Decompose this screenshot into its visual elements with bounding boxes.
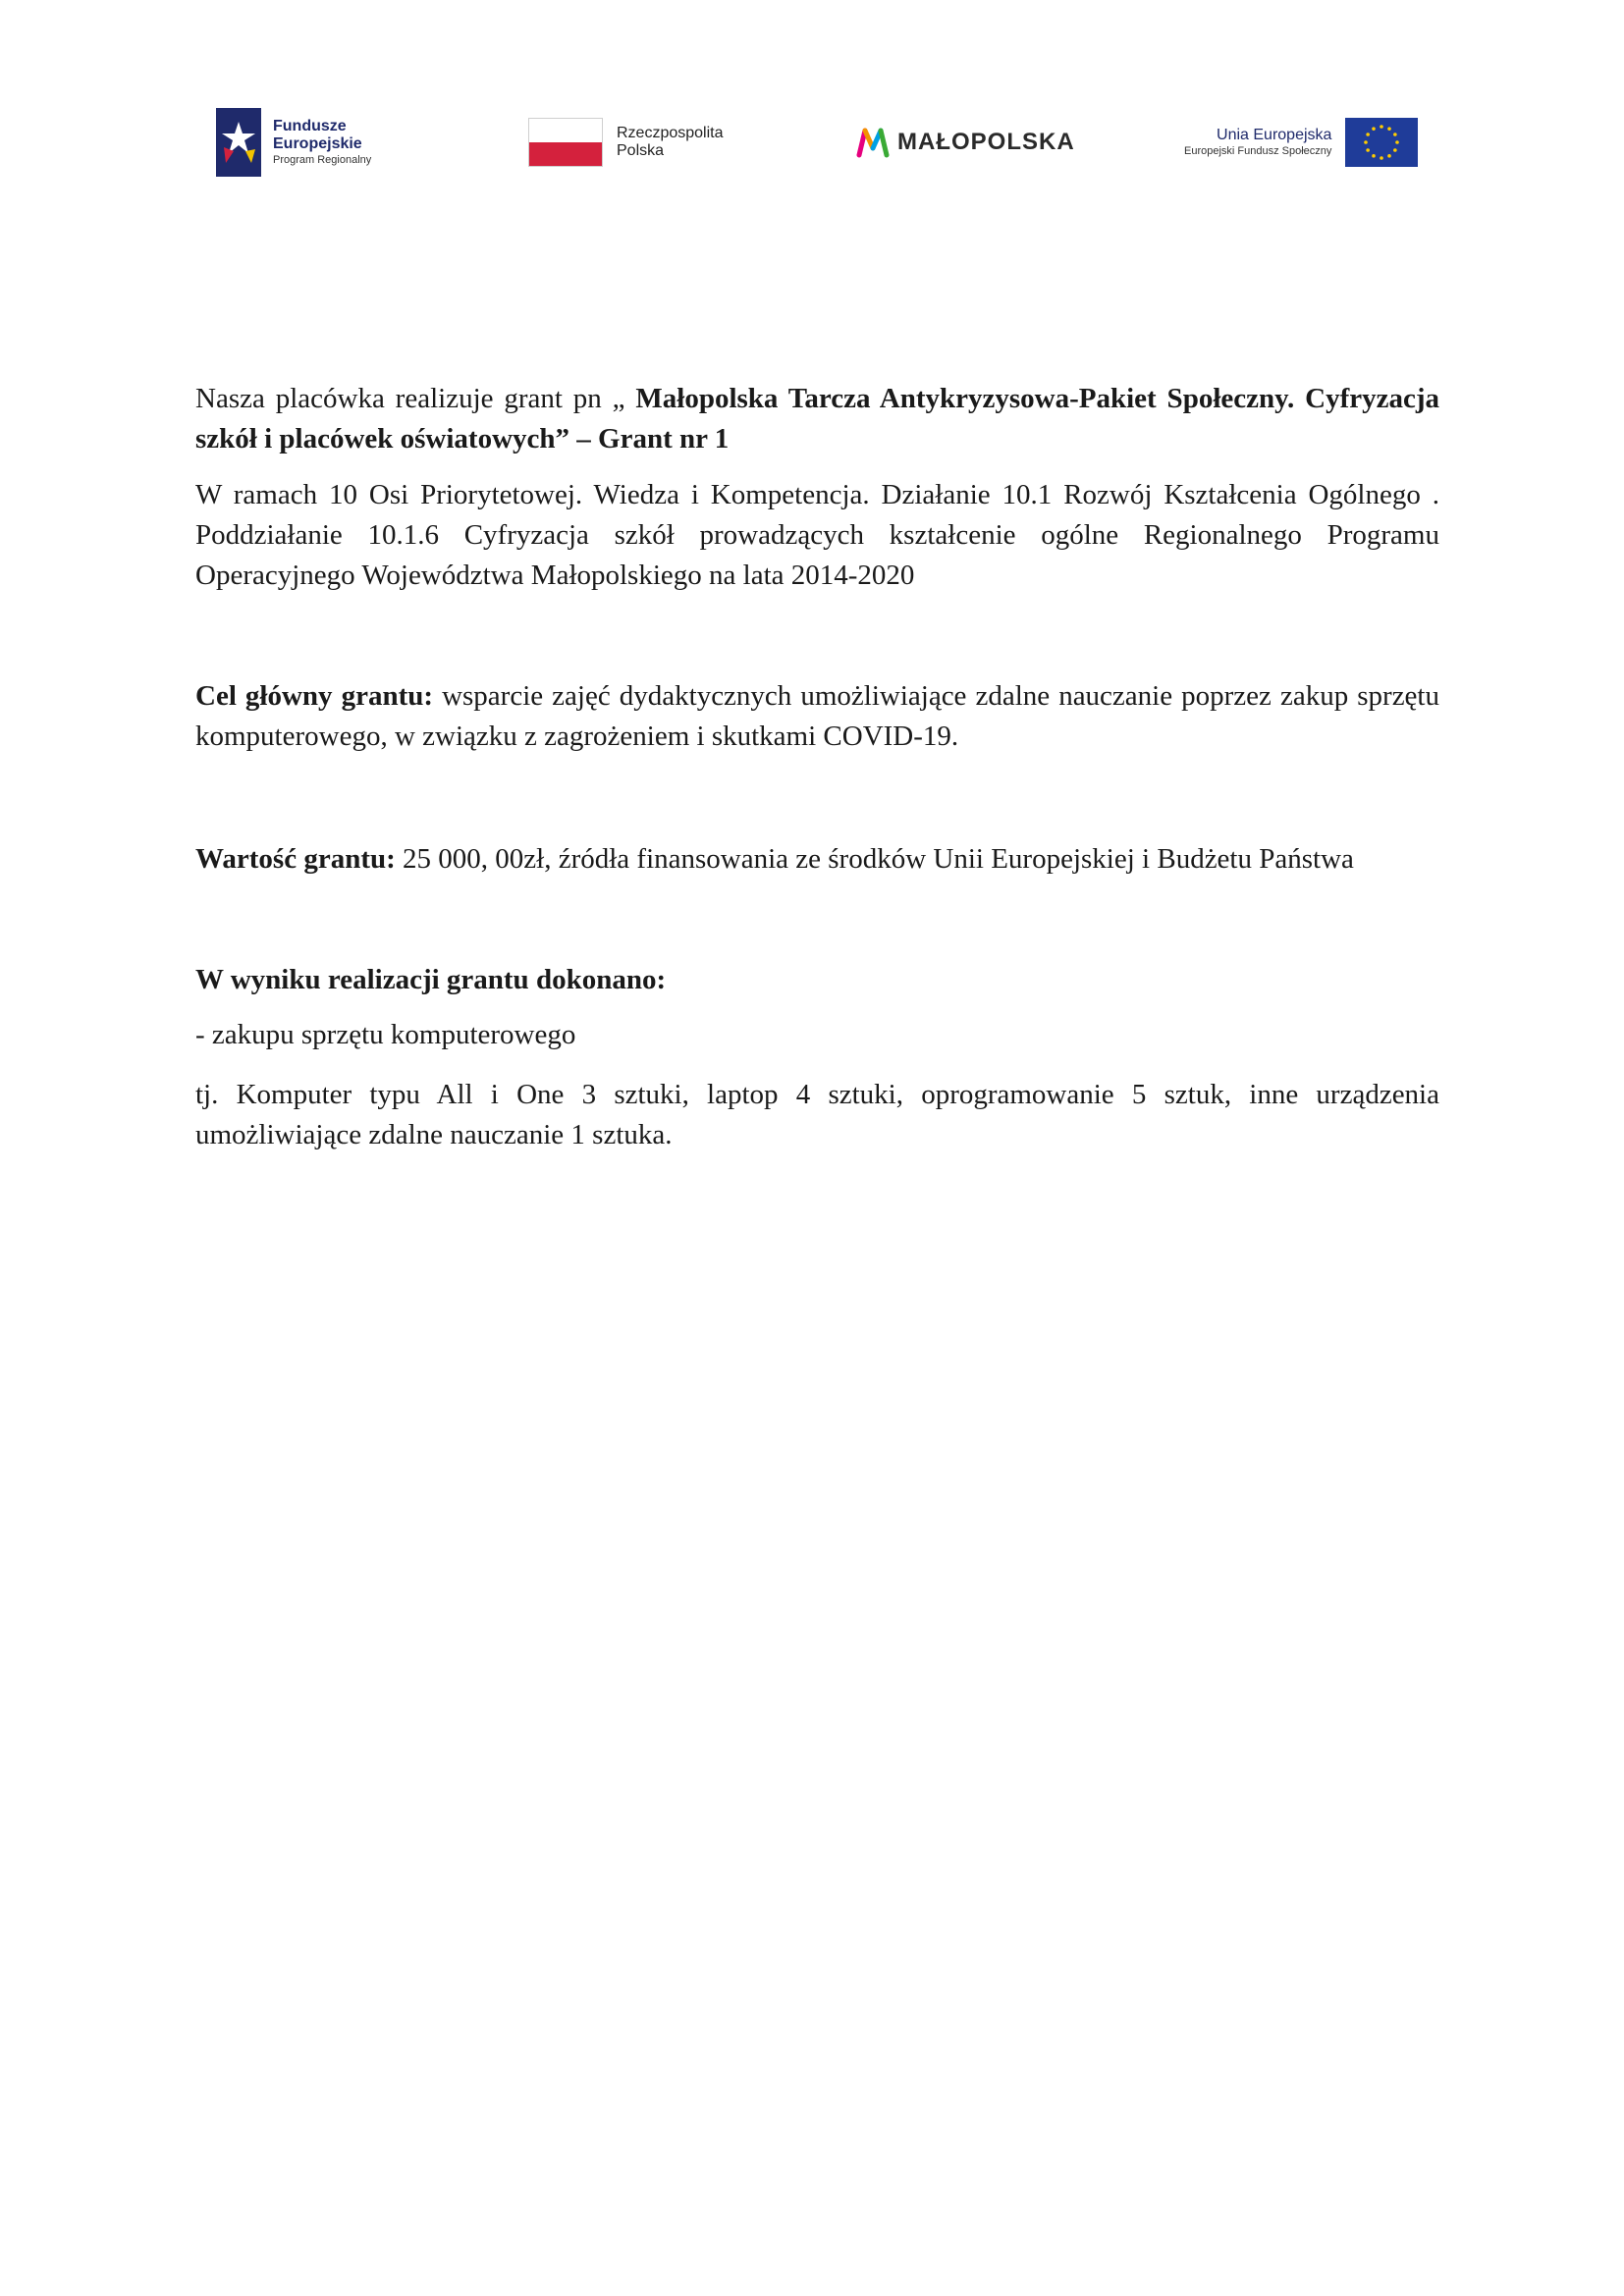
intro-paragraph [195,379,1439,459]
result-detail: tj. Komputer typu All i One 3 sztuki, laptop 4 sztuki, oprogramowanie 5 sztuk, inne urządzenia umożliwiające zdalne nauczanie 1 sztuka. [195,1079,1439,1150]
fundusze-europejskie-text [273,118,371,167]
intro-prefix: Nasza placówka realizuje grant pn „ [195,383,636,414]
rzeczpospolita-line2: Polska [617,142,665,159]
fundusze-europejskie-star-icon [216,108,261,177]
rzeczpospolita-line1: Rzeczpospolita [617,125,724,141]
grant-title: Małopolska Tarcza Antykryzysowa-Pakiet Społeczny. Cyfryzacja szkół i placówek oświatowych” – Grant nr 1 [195,383,1439,454]
eu-flag-icon [1345,118,1418,167]
eu-star-icon [1388,127,1392,131]
unia-europejska-logo [1184,103,1418,182]
value-text: 25 000, 00zł, źródła finansowania ze środków Unii Europejskiej i Budżetu Państwa [395,843,1354,875]
eu-star-icon [1380,156,1384,160]
eu-star-icon [1396,140,1400,144]
malopolska-logo [856,103,1075,182]
unia-line2: Europejski Fundusz Społeczny [1184,145,1332,157]
fundusze-line2: Europejskie [273,135,362,152]
eu-star-icon [1367,148,1371,152]
document-body [195,379,1439,1155]
goal-text: wsparcie zajęć dydaktycznych umożliwiające zdalne nauczanie poprzez zakup sprzętu komputerowego, w związku z zagrożeniem i skutkami COVID-19. [195,680,1439,752]
fundusze-line3: Program Regionalny [273,154,372,166]
eu-star-icon [1365,140,1369,144]
eu-star-icon [1380,125,1384,129]
result-item: - zakupu sprzętu komputerowego [195,1019,576,1050]
eu-star-icon [1373,154,1377,158]
malopolska-label: MAŁOPOLSKA [897,129,1075,155]
rzeczpospolita-text [617,125,724,160]
value-label: Wartość grantu: [195,843,396,875]
rzeczpospolita-polska-logo [528,103,724,182]
priority-axis-paragraph: W ramach 10 Osi Priorytetowej. Wiedza i Kompetencja. Działanie 10.1 Rozwój Kształcenia Ogólnego . Poddziałanie 10.1.6 Cyfryzacja szkół prowadzących kształcenie ogólne Regionalnego Programu Operacyjnego Województwa Małopolskiego na lata 2014-2020 [195,479,1439,591]
eu-star-icon [1393,148,1397,152]
eu-star-icon [1367,133,1371,136]
goal-label: Cel główny grantu: [195,680,434,712]
malopolska-m-icon [856,127,890,158]
unia-europejska-text [1184,127,1331,158]
fundusze-line1: Fundusze [273,118,347,134]
eu-star-icon [1393,133,1397,136]
eu-star-icon [1373,127,1377,131]
eu-star-icon [1388,154,1392,158]
logo-strip [216,103,1424,182]
result-heading: W wyniku realizacji grantu dokonano: [195,964,667,995]
value-paragraph [195,839,1439,880]
goal-paragraph [195,676,1439,757]
polish-flag-icon [528,118,603,167]
unia-line1: Unia Europejska [1217,127,1332,143]
fundusze-europejskie-logo [216,103,371,182]
